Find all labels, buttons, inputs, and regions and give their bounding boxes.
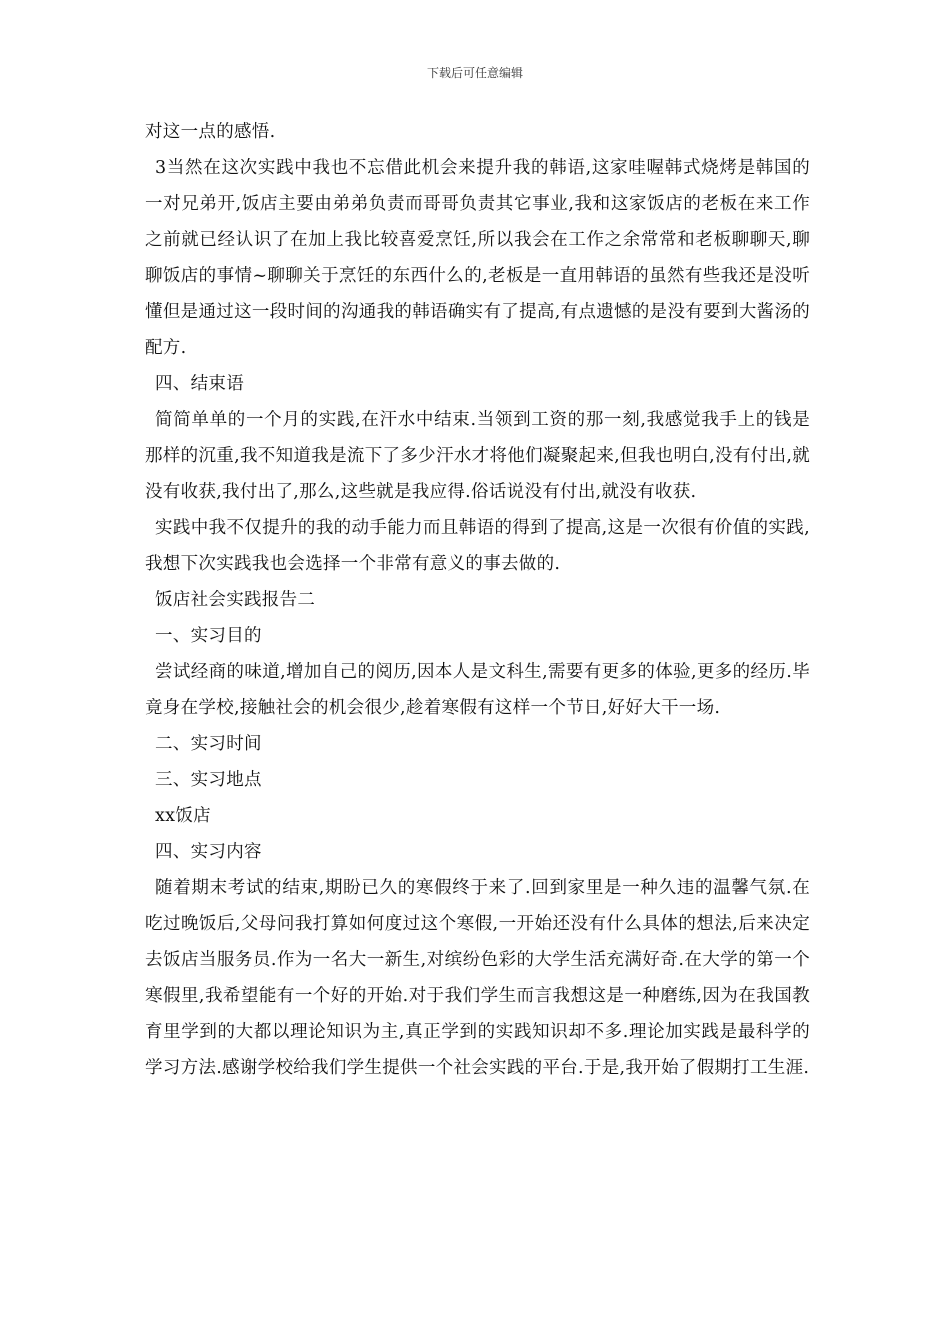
section-heading: 二、实习时间 [155, 734, 262, 754]
section-heading: 三、实习地点 [155, 770, 262, 790]
paragraph: 实践中我不仅提升的我的动手能力而且韩语的得到了提高,这是一次很有价值的实践,我想下次实践我也会选择一个非常有意义的事去做的. [145, 518, 810, 574]
paragraph: 3当然在这次实践中我也不忘借此机会来提升我的韩语,这家哇喔韩式烧烤是韩国的一对兄弟开,饭店主要由弟弟负责而哥哥负责其它事业,我和这家饭店的老板在来工作之前就已经认识了在加上我比较喜爱烹饪,所以我会在工作之余常常和老板聊聊天,聊聊饭店的事情~聊聊关于烹饪的东西什么的,老板是一直用韩语的虽然有些我还是没听懂但是通过这一段时间的沟通我的韩语确实有了提高,有点遗憾的是没有要到大酱汤的配方. [145, 158, 810, 358]
section-heading: 四、实习内容 [155, 842, 262, 862]
paragraph: 对这一点的感悟. [145, 122, 276, 142]
paragraph: 尝试经商的味道,增加自己的阅历,因本人是文科生,需要有更多的体验,更多的经历.毕竟身在学校,接触社会的机会很少,趁着寒假有这样一个节日,好好大干一场. [145, 662, 810, 718]
section-heading: 一、实习目的 [155, 626, 262, 646]
paragraph: 简简单单的一个月的实践,在汗水中结束.当领到工资的那一刻,我感觉我手上的钱是那样的沉重,我不知道我是流下了多少汗水才将他们凝聚起来,但我也明白,没有付出,就没有收获,我付出了,那么,这些就是我应得.俗话说没有付出,就没有收获. [145, 410, 810, 502]
section-heading: 四、结束语 [155, 374, 244, 394]
document-body [145, 114, 810, 1086]
page-header: 下载后可任意编辑 [426, 66, 523, 80]
paragraph: xx饭店 [155, 806, 211, 826]
paragraph: 随着期末考试的结束,期盼已久的寒假终于来了.回到家里是一种久违的温馨气氛.在吃过晚饭后,父母问我打算如何度过这个寒假,一开始还没有什么具体的想法,后来决定去饭店当服务员.作为一名大一新生,对缤纷色彩的大学生活充满好奇.在大学的第一个寒假里,我希望能有一个好的开始.对于我们学生而言我想这是一种磨练,因为在我国教育里学到的大都以理论知识为主,真正学到的实践知识却不多.理论加实践是最科学的学习方法.感谢学校给我们学生提供一个社会实践的平台.于是,我开始了假期打工生涯. [145, 878, 810, 1078]
report-title: 饭店社会实践报告二 [155, 590, 316, 610]
